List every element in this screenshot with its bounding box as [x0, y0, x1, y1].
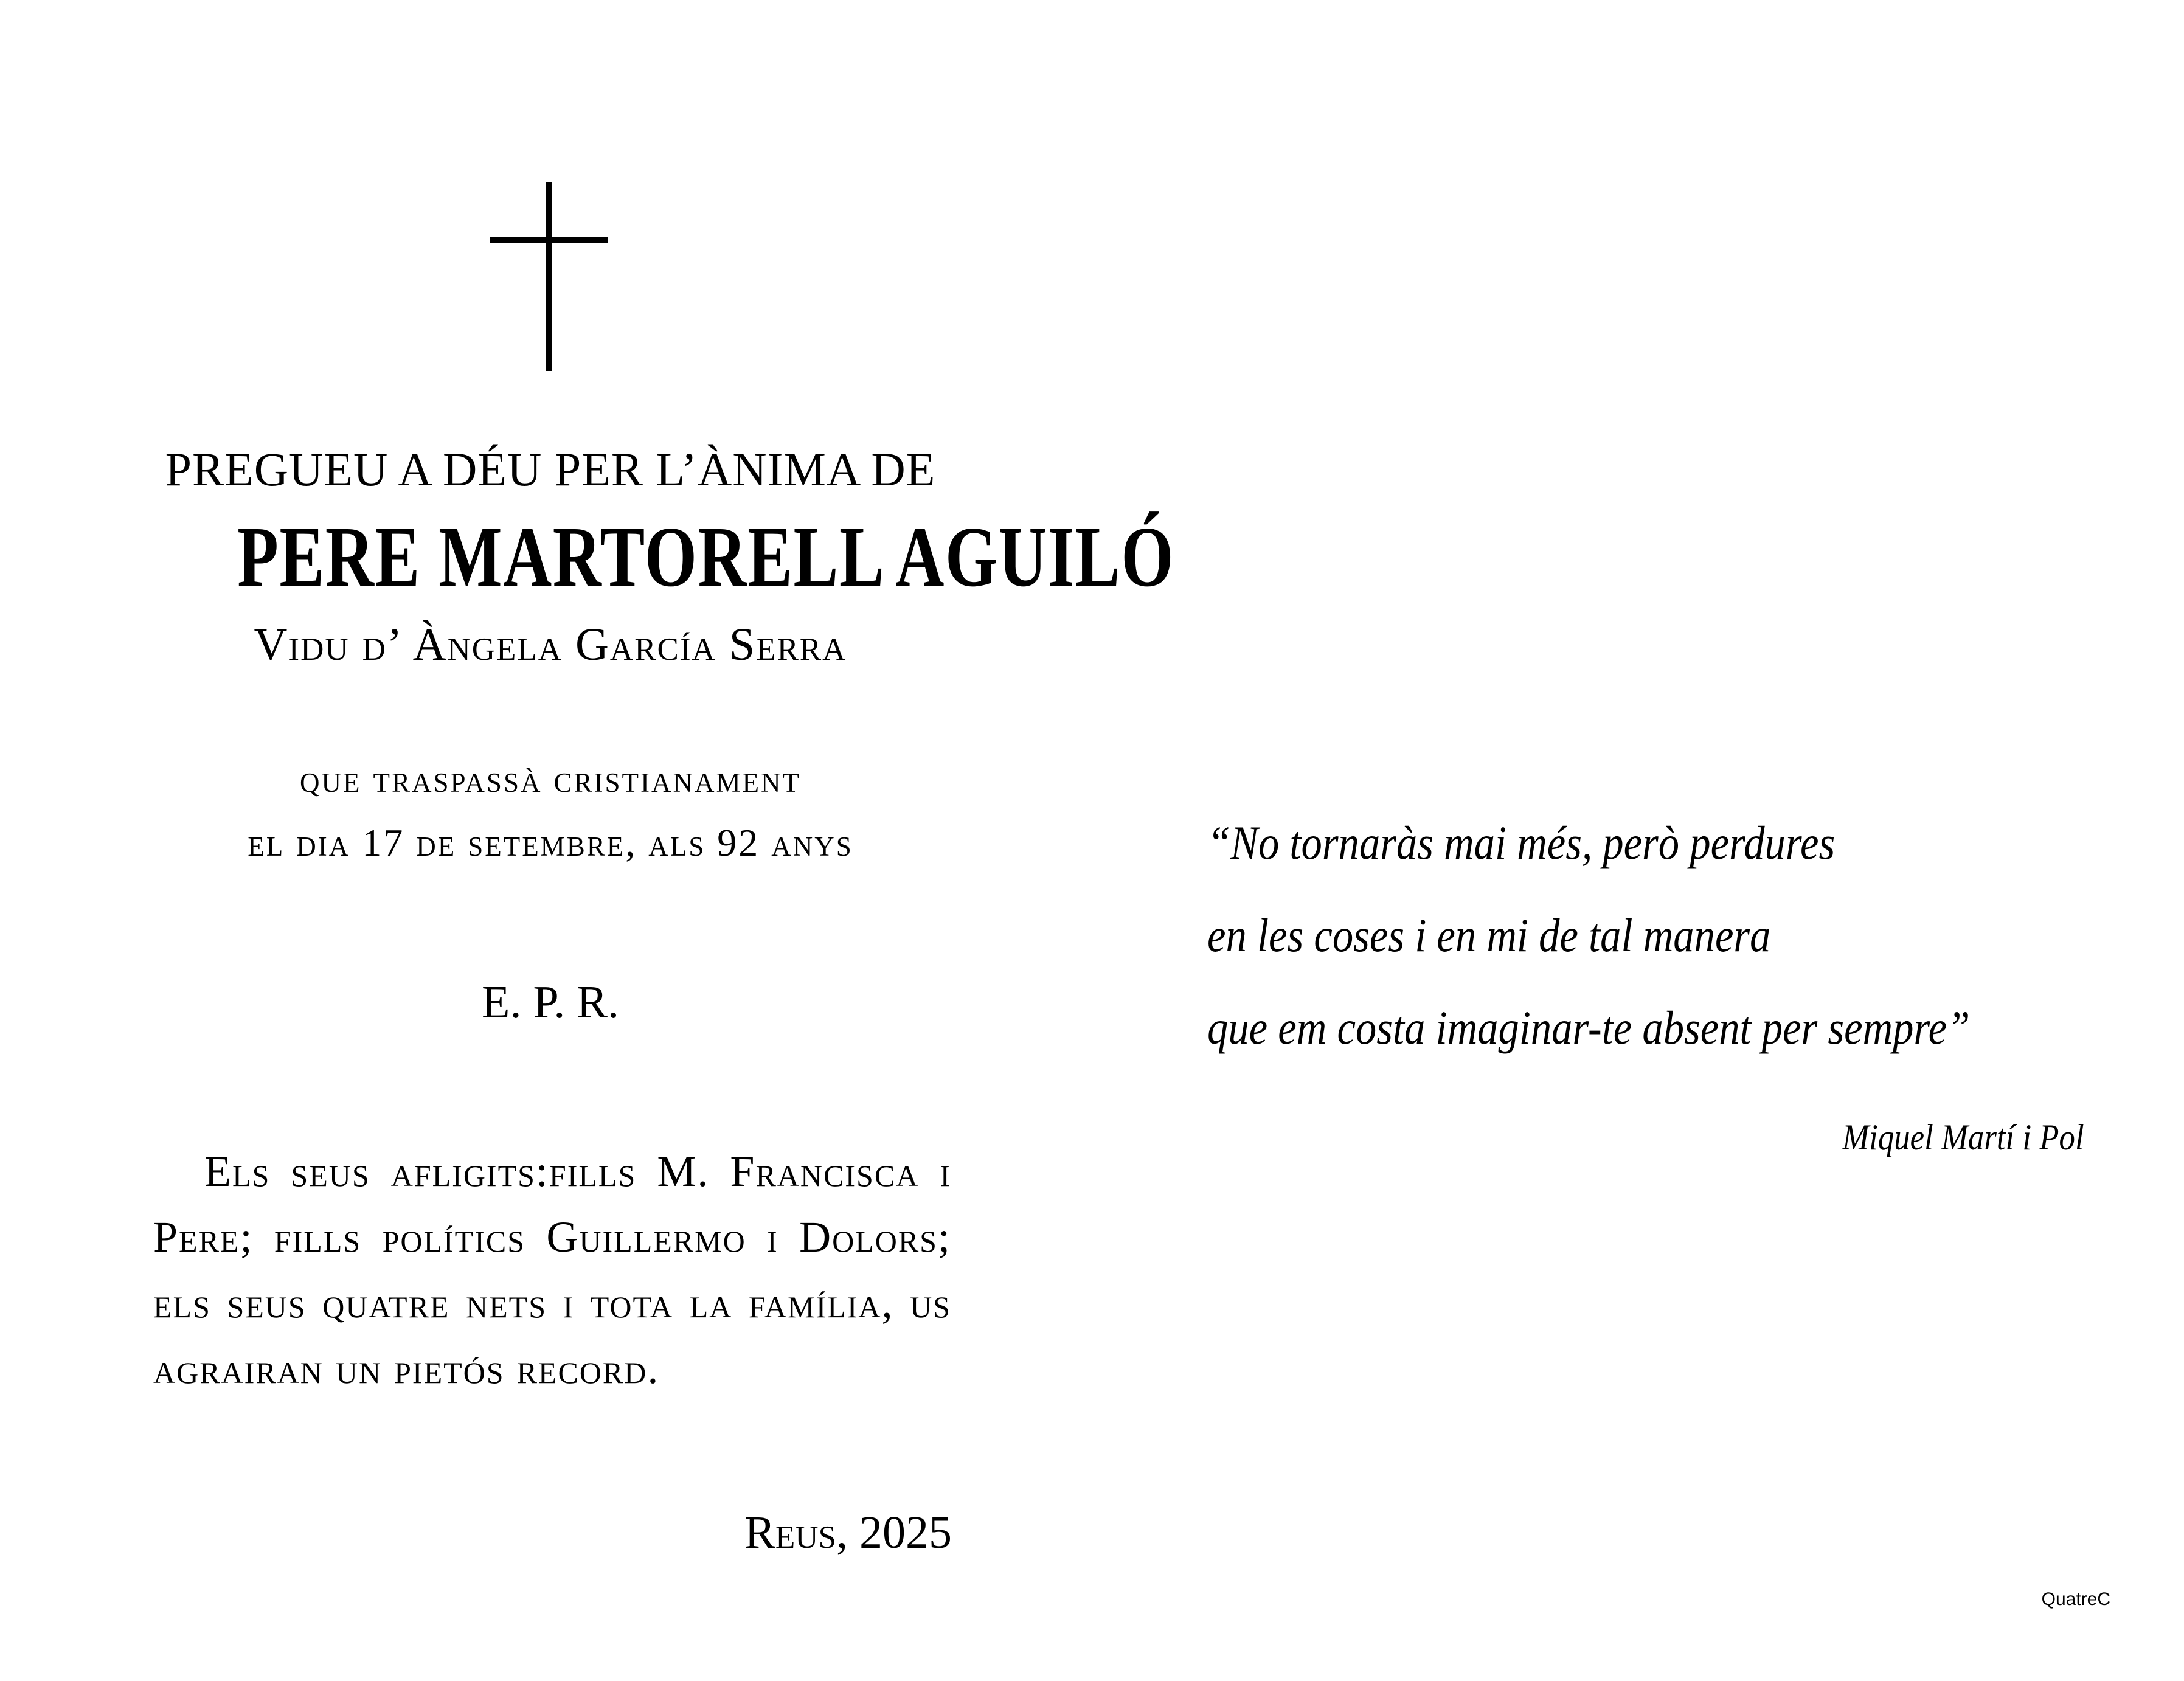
passing-line-1: que traspassà cristianament — [300, 757, 801, 800]
place-and-year: Reus, 2025 — [744, 1507, 952, 1558]
passing-notice — [149, 747, 952, 875]
cross-vertical-bar — [546, 182, 552, 371]
deceased-name: PERE MARTORELL AGUILÓ — [237, 508, 1175, 605]
poem-line-3: que em costa imaginar-te absent per sempre” — [1207, 1001, 1971, 1054]
passing-line-2: el dia 17 de setembre, als 92 anys — [248, 821, 853, 864]
poem-line-2: en les coses i en mi de tal manera — [1207, 909, 1771, 962]
latin-cross-icon — [490, 182, 608, 371]
mourners-paragraph: Els seus afligits:fills M. Francisca i Pere; fills polítics Guillermo i Dolors; els seus quatre nets i tota la família, us agrairan un pietós record. — [153, 1147, 951, 1393]
printer-mark: QuatreC — [2041, 1589, 2110, 1609]
poem-line-1: “No tornaràs mai més, però perdures — [1207, 816, 1836, 869]
cross-horizontal-bar — [490, 237, 608, 243]
epr-abbreviation: E. P. R. — [482, 977, 619, 1028]
poem-author: Miquel Martí i Pol — [1842, 1117, 2084, 1157]
prayer-preamble: PREGUEU A DÉU PER L’ÀNIMA DE — [165, 443, 936, 496]
poem-quote — [1207, 797, 2144, 1074]
widow-of-line: Vidu d’ Àngela García Serra — [254, 619, 847, 670]
